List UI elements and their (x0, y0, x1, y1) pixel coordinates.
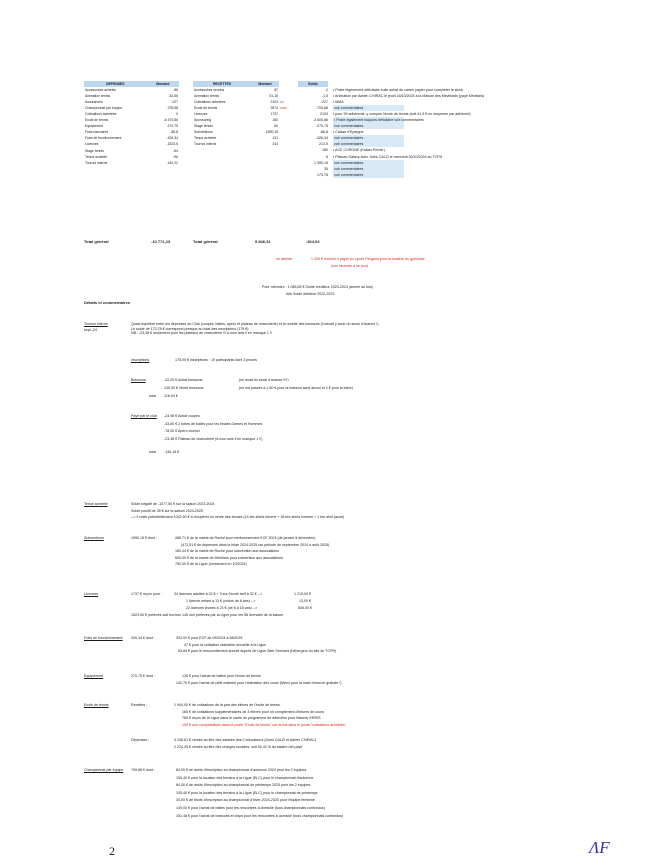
recettes-category: Sponsoring (194, 118, 212, 123)
licences-line-3: 22 licences jeunes à 23 € (de 6 à 18 ans) --> (186, 606, 258, 610)
depenses-amount: -426,34 (166, 136, 178, 141)
licences-line-4: 1523,50 € prélevés soit environ 145 non prélevés par la Ligue pour les 56 licenciés de la saison (131, 613, 284, 617)
ecole-recette-2: 165 € de cotisations supplémentaires de 3 élèves pour un complément d'heures de cours (182, 709, 324, 714)
subventions-line-1: 286,71 € de la mairie de Roche pour remboursement ECF 2024 (de janvier à décembre) (175, 536, 316, 540)
recettes-annotation (279, 141, 288, 147)
tournoi-p1: Quasi équilibre entre les dépenses du Club (coupes, balles, apéro et plateau de charcuterie) et la recette des boissons (il devait y avoir du stock d'avance !) (131, 322, 379, 326)
inscriptions-value: 175,00 € inscriptions : 19 participants dont 3 jeunes (175, 358, 257, 362)
recettes-category: Tournoi interne (194, 142, 217, 147)
solde-value: -270,75 (315, 124, 328, 129)
depenses-category: Championnat par équipe (85, 106, 123, 111)
recettes-category: Stage tennis (194, 124, 213, 129)
comment-line: • Poste également toujours déficitaire voir commentaires (334, 118, 424, 123)
fonctionnement-amount: 426,34 € dont : (131, 636, 155, 640)
licences-line-3-value: 506,00 € (298, 606, 312, 610)
solde-value: -86,8 (319, 130, 328, 135)
depenses-amount: -6 470,86 (163, 118, 178, 123)
recettes-total-label: Total général (193, 239, 218, 244)
fonctionnement-line-2: 47 € pour la cotisation statutaire annuelle à la Ligue (184, 642, 267, 647)
depenses-table (84, 81, 179, 166)
ecole-label: Ecole de tennis (84, 703, 109, 707)
recettes-annotation: xx (280, 100, 284, 105)
recettes-amount: 87 (274, 88, 278, 93)
recettes-category: Licences (194, 112, 208, 117)
recettes-total: 9 846,31 (255, 239, 271, 244)
subventions-line-5: 750,00 € de la Ligue (versement en 10/2024) (175, 562, 247, 567)
recettes-annotation: xxxx (280, 106, 287, 111)
depenses-amount: -96 (173, 154, 178, 159)
solde-value: -3 605,86 (312, 118, 328, 123)
boissons-line-2: 139,00 € Vente boissons (164, 386, 204, 390)
comment-line: voir commentaires (333, 141, 404, 147)
depenses-total: -10 771,23 (151, 239, 171, 244)
depenses-category: Frais de fonctionnement (85, 136, 122, 141)
depenses-amount: -1523,5 (166, 142, 178, 147)
subventions-label: Subventions (84, 536, 104, 540)
section-title: Détails et commentaires (84, 300, 131, 305)
ecole-recettes-label: Recettes : (131, 703, 148, 707)
boissons-total-label: total (149, 394, 156, 398)
ecole-depenses-lines (174, 738, 316, 749)
solde-value: 35 (324, 166, 328, 171)
tournoi-p2: Le solde de 173,78 € correspond presque au total des inscriptions (175 €) (131, 326, 249, 331)
depenses-category: Frais bancaires (85, 130, 109, 135)
fonctionnement-line-1: 303,92 € pour ECF de 09/2024 à 08/2025 (176, 636, 243, 640)
equipement-line-2: 142,75 € pour l'achat de petit matériel pour l'animation des cours (Merci pour la main d'oeuvre gratuite !) (176, 680, 342, 685)
solde-value: -1,5 (321, 94, 328, 99)
championnat-line-1: 84,00 € de droits d'inscription au championnat d'automne 2024 pour les 2 équipes (176, 768, 307, 772)
recettes-amount: 60 (274, 124, 278, 129)
comment-line: voir commentaires (333, 166, 404, 172)
payes-total: -140,16 € (164, 450, 180, 454)
fonctionnement-label: Frais de fonctionnement (84, 636, 123, 640)
ecole-depense-2: 2 224,25 € versés au titre des charges sociales, soit 52,42 % du salaire net payé (174, 744, 303, 749)
depenses-amount: -86,8 (170, 130, 178, 135)
depenses-category: Assurances (85, 100, 103, 105)
tenue-lines (131, 502, 344, 520)
ecole-recette-3: 765 € reçus de la Ligue dans le cadre du programme de détection pour Wanner ERRIS (182, 716, 321, 721)
championnat-line-7: 151,48 € pour l'achat de boissons et chips pour les rencontres à domicile (tous championnats confondus) (176, 813, 344, 818)
tournoi-date: sept.-24 (84, 328, 97, 332)
depenses-category: Ecole de tennis (85, 118, 109, 123)
page-number: 2 (109, 844, 115, 858)
depenses-amount: -140,22 (166, 160, 178, 165)
depenses-category: Stage tennis (85, 148, 104, 153)
recettes-amount: 1737 (270, 112, 278, 117)
tenue-label: Tenue achetée (84, 502, 108, 506)
depenses-amount: 0 (176, 112, 178, 117)
solde-value: -426,34 (315, 136, 328, 141)
subventions-lines (175, 536, 329, 567)
solde-column (298, 87, 328, 178)
payes-total-label: total (149, 450, 156, 454)
depenses-amount: -52,66 (168, 94, 178, 99)
depenses-amount: -227 (171, 100, 178, 105)
championnat-label: Championnat par équipe (84, 768, 124, 772)
depenses-category: Equipement (85, 124, 104, 129)
recettes-amount: 51,16 (269, 94, 278, 99)
depenses-category: Animation tennis (85, 94, 111, 99)
comment-line: • MMA (333, 100, 344, 105)
fonctionnement-line-3: 53,84 € pour le renouvellement annuel auprès de Ligne Web Services (hébergeur du site du TCPH) (178, 649, 337, 654)
depenses-category: Cotisations achetées (85, 112, 117, 117)
tenue-line-3: --> Il reste potentiellement 1042,50 € à récupérer en vente des tenues (14 tee-shirts femme + 18 tee-shirts homme + 1 tee-shirt jaune) (131, 515, 345, 520)
recettes-amount: 314 (272, 142, 278, 147)
handwritten-initials: ΛF (589, 838, 610, 857)
comment-line: • Poste légèrement déficitaire suite achat de cartes papier pour compléter le stock (333, 88, 464, 92)
licences-label: Licences (84, 592, 99, 596)
tenue-line-1: Solde négatif de -1077,50 € sur la saison 2023-2024 (131, 502, 215, 506)
ecole-depense-1: 4 246,61 € versés au titre des salaires des 2 éducateurs (Jules CALZI et Adrien CHIRAC) (174, 738, 317, 742)
depenses-row (84, 160, 179, 166)
depenses-category: Licences (85, 142, 99, 147)
comment-line: • pour 59 adhérents, y compris l'école de tennis (soit 41,9 € en moyenne par adhérent) (333, 112, 471, 117)
solde-header: Solde (298, 81, 328, 87)
championnat-lines (176, 768, 343, 818)
championnat-line-4: 105,40 € pour la location des terrains à la Ligue (ELC) pour le championnat de printemps (176, 790, 318, 795)
solde-value: 2103 (320, 112, 328, 117)
recettes-category: Tenue achetée (194, 136, 217, 141)
tournoi-paragraph (131, 322, 378, 336)
equipement-line-1: 128 € pour l'achat de balles pour l'école de tennis (182, 674, 261, 678)
payes-lines (164, 414, 262, 441)
ecole-recette-4: 150 € non comptabilisés dans le poste "Ecole de tennis" car inclus dans le poste "cotisations achetées" (182, 722, 346, 727)
solde-value: 213,5 (319, 142, 328, 147)
licences-amount: 1737 € reçus pour : (131, 592, 162, 596)
equipement-label: Equipement (84, 674, 104, 678)
comment-line: voir commentaires (333, 123, 404, 129)
recettes-amount: 2874 (270, 106, 278, 111)
solde-total: -924,92 (306, 239, 320, 244)
comments-column (333, 87, 484, 178)
recettes-table (193, 81, 288, 148)
subventions-line-3: 183,44 € de la mairie de Roche pour subvention aux associations (175, 549, 280, 554)
recettes-montant-header: Montant (251, 81, 279, 87)
subventions-amount: 1590,15 € dont : (131, 536, 157, 540)
subventions-line-2: (472,51 € de dépenses dans le bilan 2024-2025 car période de septembre 2024 à août 2025) (181, 542, 330, 547)
pending-line-1: 1 330 € environ à payer au Lycée Pergaud pour la location du gymnase (311, 257, 425, 261)
payes-line-2: -43,80 € 2 tubes de balles pour les finales Dames et Hommes (164, 421, 263, 426)
equipement-amount: 270,75 € dont : (131, 674, 155, 678)
licences-line-1: 34 licences adultes à 33 € + 3 sur l'école tarif à 32 € --> (174, 592, 263, 596)
comment-line: • ACE CORONE (Kaltan-Perrier) (333, 148, 385, 153)
depenses-amount: -709,68 (166, 106, 178, 111)
depenses-amount: -270,75 (166, 124, 178, 129)
championnat-line-2: 105,40 € pour la location des terrains à la Ligue (ELC) pour le championnat d'automne (176, 775, 314, 780)
comment-line: • Plateau Galaxy avec Jules CALZI le mercredi 30/10/2024 au TCPH (333, 154, 443, 159)
solde-value: -227 (320, 100, 328, 105)
recettes-category: Cotisations achetées (194, 100, 226, 105)
tenue-line-2: Solde positif de 35 € sur la saison 2024-2025 (131, 508, 203, 513)
comment-line: voir commentaires (333, 160, 404, 166)
championnat-line-3: 84,00 € de droits d'inscription au championnat de printemps 2025 pour les 2 équipes (176, 783, 311, 788)
solde-value: 6 (326, 154, 328, 159)
comment-line: voir commentaires (333, 135, 404, 141)
pending-line-2: (non facturée à ce jour) (331, 264, 369, 268)
solde-value: 180 (322, 148, 328, 153)
recettes-header: RECETTES (193, 81, 251, 87)
montant-header: Montant (147, 81, 179, 87)
ecole-recettes-lines (174, 703, 346, 727)
recettes-amount: 180 (272, 118, 278, 123)
memo-line-2: ### Solde débiteur 2022-2023 (286, 292, 335, 296)
championnat-line-6: 149,00 € pour l'achat de balles pour les rencontres à domicile (tous championnats confondus) (176, 805, 325, 810)
payes-label: Payé par le club (131, 414, 157, 418)
tournoi-p3: NB : -23,38 € seulement pour les plateaux de charcuterie !!! A mon avis il en manque 1 !! (131, 331, 272, 336)
depenses-amount: -54 (173, 148, 178, 153)
licences-line-2-value: 13,00 € (299, 599, 311, 603)
boissons-total: 116,94 € (164, 394, 178, 398)
recettes-category: Subventions (194, 130, 213, 135)
memo-line-1: Pour mémoire : 1 085,65 € Solde créditeur 2023-2024 (année du loto) (262, 285, 374, 289)
licences-line-1-value: 1 210,00 € (294, 592, 311, 596)
recettes-category: Ecole de tennis (194, 106, 218, 111)
payes-line-1: -24,98 € Achat coupes (164, 414, 200, 418)
fonctionnement-lines (176, 636, 336, 654)
boissons-line-1: -22,00 € Achat boissons (164, 378, 203, 382)
tournoi-label: Tournoi interne (84, 322, 108, 326)
inscriptions-label: Inscriptions (131, 358, 150, 362)
championnat-amount: 709,68 € dont : (131, 768, 155, 772)
pending-label: en attente : (276, 257, 294, 261)
payes-line-3: -78,00 € Apéro tournoi (164, 429, 200, 434)
comment-line: voir commentaires (333, 172, 404, 178)
depenses-category: Tournoi interne (85, 160, 108, 165)
licences-line-2: 1 licence enfant à 13 € (moins de 6 ans) --> (186, 599, 256, 603)
recettes-amount: 2103 (270, 100, 278, 105)
comment-line: • Caisse d'Epargne (333, 130, 364, 135)
subventions-line-4: 600,00 € de la mairie de Mévillars pour subvention aux associations (175, 555, 283, 560)
recettes-amount: 1590,15 (265, 130, 278, 135)
recettes-category: Accessoires vendus (194, 88, 225, 93)
equipement-lines (176, 674, 341, 685)
ecole-recette-1: 1 944,00 € de cotisations de la part des élèves de l'école de tennis (174, 703, 280, 707)
solde-value: 173,78 (317, 172, 328, 177)
depenses-header: DEPENSES (84, 81, 147, 87)
boissons-note-2: (en est passés à 1,50 € pour la boisson sans alcool et 2 € pour la bière) (239, 386, 353, 390)
solde-value: -709,68 (315, 106, 328, 111)
ecole-depenses-label: Dépenses : (131, 738, 150, 742)
payes-line-4: -23,38 € Plateau de charcuterie (à mon avis il en manque 1 !!) (164, 436, 263, 441)
depenses-total-label: Total général (84, 239, 109, 244)
depenses-category: Accessoires achetés (85, 88, 117, 93)
boissons-label: Boissons (131, 378, 146, 382)
comment-line: voir commentaires (333, 105, 404, 111)
recettes-amount: 131 (272, 136, 278, 141)
comment-line: • Animation par Adrien CHIRAC le jeudi 16/10/2024 à la Maison des Mévillards (payé Mévillars) (333, 94, 485, 99)
depenses-category: Tenue achetée (85, 154, 108, 159)
depenses-amount: -88 (173, 88, 178, 93)
solde-value: -1 (324, 88, 328, 92)
championnat-line-5: 30,00 € de droits d'inscription au championnat d'hiver 2024-2025 pour l'équipe féminine (176, 798, 315, 803)
solde-value: 1 590,15 (314, 160, 328, 165)
boissons-note-1: (en avait du stock d'avance !!!!) (239, 378, 289, 382)
recettes-category: Animation tennis (194, 94, 220, 99)
recettes-row (193, 141, 288, 147)
